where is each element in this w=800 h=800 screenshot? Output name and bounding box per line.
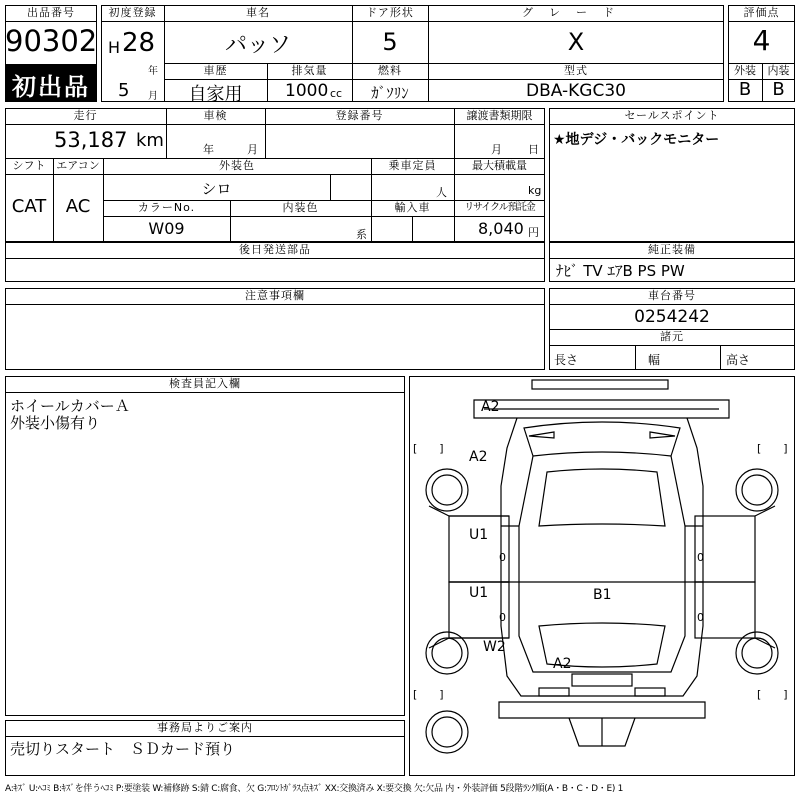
max-load-label: 最大積載量: [472, 159, 527, 172]
zero-rear-left: 0: [499, 611, 506, 624]
imported-label: 輸入車: [394, 201, 431, 214]
first-reg-label: 初度登録: [108, 6, 157, 19]
history-value: 自家用: [188, 84, 243, 105]
model-value: DBA-KGC30: [526, 81, 626, 101]
inspection-year-unit: 年: [203, 143, 214, 156]
mark-rear: A2: [553, 656, 572, 672]
inspector-line-2: 外装小傷有り: [10, 414, 101, 432]
registration-label: 登録番号: [335, 109, 384, 122]
history-label: 車歴: [203, 64, 228, 77]
aircon-value: AC: [65, 196, 91, 217]
dims-width-label: 幅: [648, 353, 661, 367]
aircon-label: エアコン: [56, 159, 100, 172]
notes-label: 注意事項欄: [245, 289, 305, 302]
transfer-label: 譲渡書類期限: [466, 109, 533, 122]
dims-length-label: 長さ: [554, 353, 579, 367]
first-reg-era: H: [108, 38, 121, 57]
capacity-label: 乗車定員: [388, 159, 437, 172]
mark-rear-left: W2: [483, 639, 506, 655]
lot-number: 90302: [5, 24, 98, 58]
equipment-label: 純正装備: [648, 243, 696, 256]
sales-point-label: セールスポイント: [624, 109, 720, 122]
score-value: 4: [752, 24, 771, 57]
lot-label: 出品番号: [27, 6, 75, 19]
int-score-label: 内装: [767, 64, 790, 77]
capacity-unit: 人: [436, 186, 447, 199]
sales-point-value: ★地デジ・バックモニター: [553, 132, 720, 148]
shift-value: CAT: [11, 196, 47, 217]
equipment-value: ﾅﾋﾞ TV ｴｱB PS PW: [556, 262, 685, 280]
transfer-month-unit: 月: [491, 143, 502, 156]
fuel-label: 燃料: [378, 64, 402, 77]
first-listing-text: 初出品: [12, 73, 90, 101]
car-diagram: [409, 376, 795, 776]
mark-front-left: A2: [469, 449, 488, 465]
diagram-bracket-right: [ ]: [757, 442, 788, 455]
shift-label: シフト: [12, 159, 46, 172]
recycle-unit: 円: [528, 226, 539, 239]
mileage-unit: km: [136, 130, 164, 151]
mark-roof-front: A2: [481, 399, 500, 415]
score-label: 評価点: [743, 6, 780, 19]
mark-center: B1: [593, 587, 612, 603]
grade-label: グレード: [522, 6, 630, 19]
color-no-label: カラーNo.: [137, 201, 196, 214]
diagram-bracket-right-rear: [ ]: [757, 688, 788, 701]
ext-score-value: B: [738, 79, 752, 100]
diagram-bracket-left-rear: [ ]: [413, 688, 444, 701]
fuel-value: ｶﾞｿﾘﾝ: [371, 84, 409, 102]
zero-front-left: 0: [499, 551, 506, 564]
color-no-value: W09: [148, 219, 185, 238]
displacement-value: 1000: [285, 81, 329, 101]
office-label: 事務局よりご案内: [157, 721, 253, 734]
exterior-color-value: シロ: [201, 180, 232, 198]
interior-color-unit: 系: [356, 228, 367, 241]
office-value: 売切りスタート ＳＤカード預り: [10, 740, 236, 758]
legend: A:ｷｽﾞ U:ﾍｺﾐ B:ｷｽﾞを伴うﾍｺﾐ P:要塗装 W:補修跡 S:錆 C:腐食、欠 G:ﾌﾛﾝﾄｶﾞﾗｽ点ｷｽﾞ XX:交換済み X:要交換 欠:欠品 内・外装評価 5段階ﾗﾝｸ順(A・B・C・D・E) 1: [5, 784, 624, 794]
mark-door-rear: U1: [469, 585, 489, 601]
zero-rear-right: 0: [697, 611, 704, 624]
dims-height-label: 高さ: [726, 353, 751, 367]
inspection-label: 車検: [203, 109, 228, 122]
car-name-value: パッソ: [224, 33, 291, 58]
inspection-month-unit: 月: [247, 143, 258, 156]
doors-label: ドア形状: [366, 6, 414, 19]
chassis-label: 車台番号: [648, 289, 696, 302]
diagram-bracket-left: [ ]: [413, 442, 444, 455]
later-parts-label: 後日発送部品: [239, 243, 311, 256]
int-score-value: B: [772, 79, 785, 100]
inspector-label: 検査員記入欄: [169, 377, 241, 390]
first-reg-month-unit: 月: [148, 91, 158, 102]
chassis-value: 0254242: [634, 307, 710, 327]
transfer-day-unit: 日: [528, 143, 539, 156]
first-reg-year: 28: [122, 28, 156, 58]
inspector-line-1: ホイールカバーＡ: [10, 397, 130, 415]
max-load-unit: kg: [528, 184, 542, 197]
interior-color-label: 内装色: [282, 201, 319, 214]
doors-value: 5: [382, 28, 398, 56]
grade-value: X: [567, 28, 585, 56]
ext-score-label: 外装: [734, 64, 756, 77]
first-reg-month: 5: [118, 80, 130, 101]
displacement-label: 排気量: [291, 64, 328, 77]
dims-label: 諸元: [660, 330, 684, 343]
displacement-unit: cc: [330, 87, 343, 100]
recycle-value: 8,040: [478, 219, 524, 238]
recycle-label: リサイクル預託金: [464, 202, 535, 213]
car-name-label: 車名: [246, 6, 270, 19]
model-label: 型式: [564, 64, 588, 77]
mileage-label: 走行: [73, 109, 98, 122]
first-reg-year-unit: 年: [148, 66, 158, 77]
mark-door-front: U1: [469, 527, 489, 543]
exterior-color-label: 外装色: [219, 159, 255, 172]
mileage-value: 53,187: [54, 128, 128, 152]
zero-front-right: 0: [697, 551, 704, 564]
